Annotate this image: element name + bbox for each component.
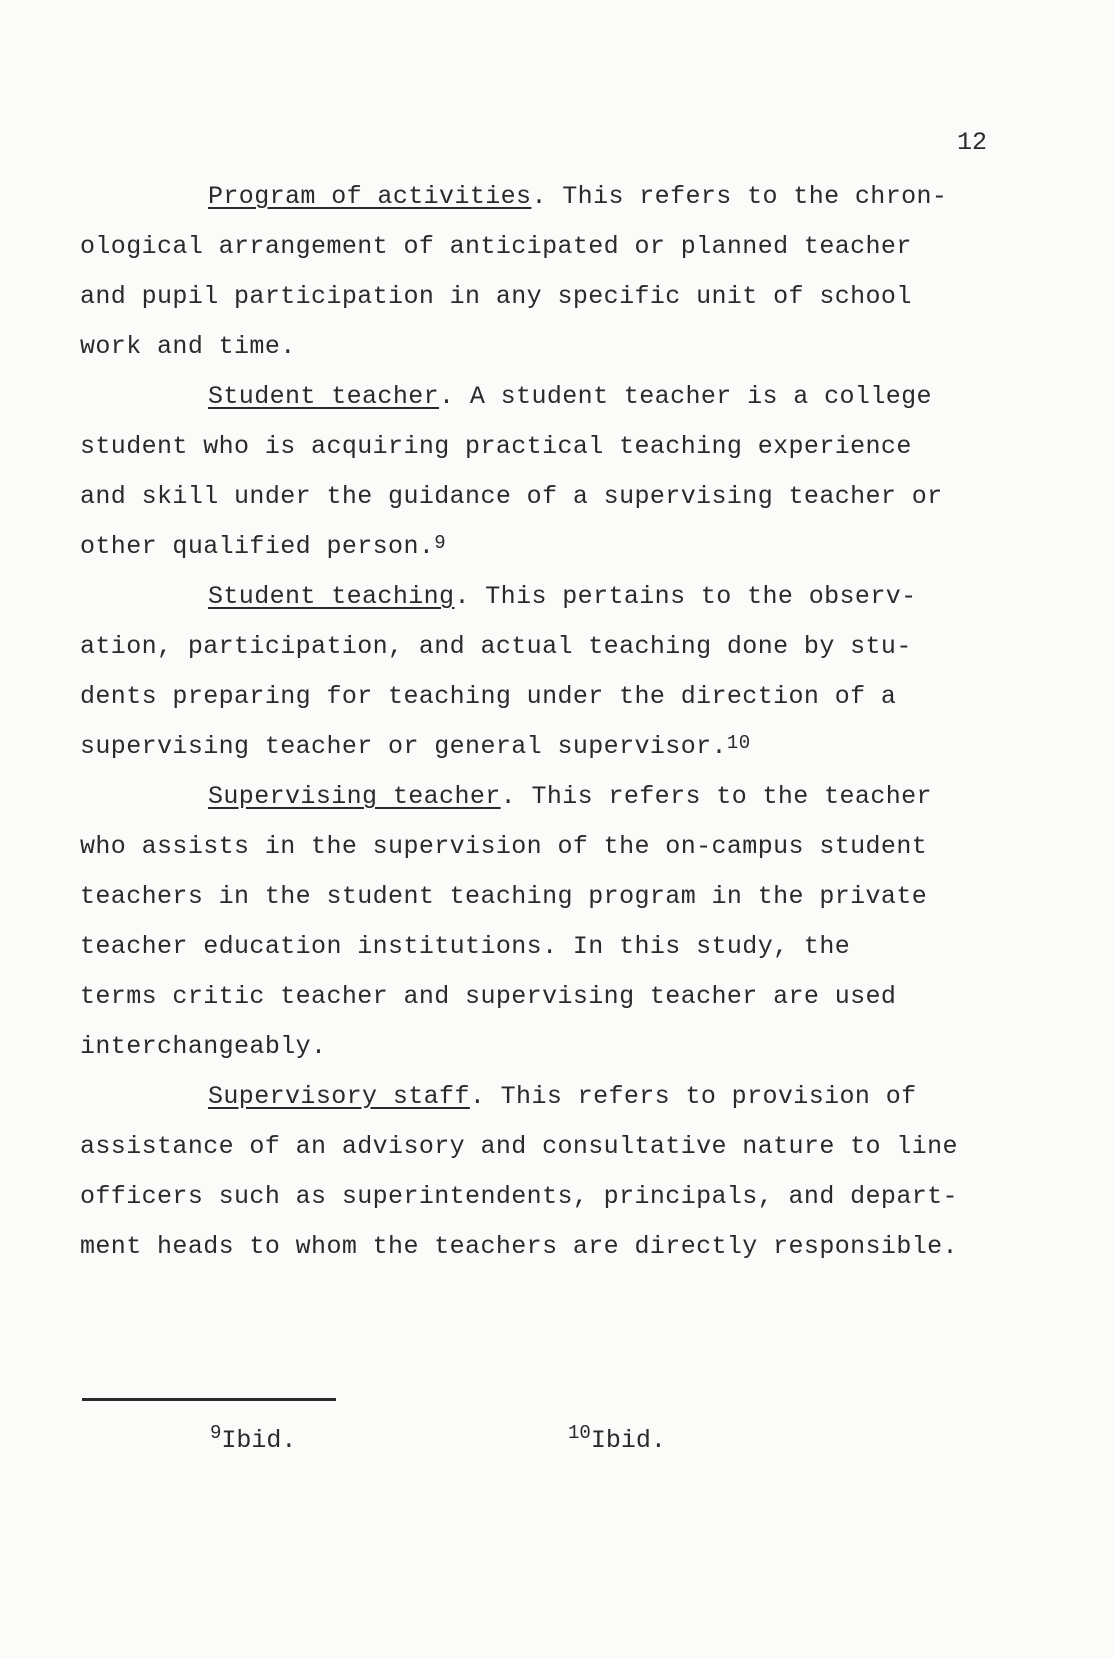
footnote-10 — [568, 1422, 666, 1455]
paragraph-3-line-2: ation, participation, and actual teaching done by stu- — [80, 632, 912, 661]
paragraph-3-line-3: dents preparing for teaching under the direction of a — [80, 682, 897, 711]
paragraph-3-line-4: supervising teacher or general supervisor.$^{10}$ — [80, 732, 751, 761]
paragraph-4-line-3: teachers in the student teaching program in the private — [80, 882, 928, 911]
paragraph-1-line-4: work and time. — [80, 332, 296, 361]
paragraph-2-line-4: other qualified person.$^9$ — [80, 532, 447, 561]
paragraph-1-line-3: and pupil participation in any specific unit of school — [80, 282, 912, 311]
body-text — [80, 172, 1020, 1272]
paragraph-2-line-2: student who is acquiring practical teaching experience — [80, 432, 912, 461]
footnote-9 — [210, 1422, 297, 1455]
footnote-ref-10: 10 — [726, 732, 751, 754]
term-supervising-teacher: Supervising teacher — [208, 782, 501, 811]
term-student-teacher: Student teacher — [208, 382, 440, 411]
footnote-number: 10 — [568, 1422, 591, 1444]
paragraph-1-line-1: Program of activities. This refers to the chron- — [208, 182, 948, 211]
paragraph-4-line-5: terms critic teacher and supervising teacher are used — [80, 982, 897, 1011]
page-number: 12 — [957, 128, 988, 157]
footnote-number: 9 — [210, 1422, 222, 1444]
paragraph-4-line-2: who assists in the supervision of the on-campus student — [80, 832, 928, 861]
paragraph-2-line-3: and skill under the guidance of a supervising teacher or — [80, 482, 943, 511]
paragraph-3-line-1: Student teaching. This pertains to the observ- — [208, 582, 917, 611]
footnote-text: Ibid. — [221, 1426, 297, 1455]
term-program-of-activities: Program of activities — [208, 182, 532, 211]
footnote-ref-9: 9 — [434, 532, 447, 554]
term-student-teaching: Student teaching — [208, 582, 455, 611]
paragraph-5-line-3: officers such as superintendents, principals, and depart- — [80, 1182, 958, 1211]
paragraph-2-line-1: Student teacher. A student teacher is a college — [208, 382, 932, 411]
paragraph-1-line-2: ological arrangement of anticipated or planned teacher — [80, 232, 912, 261]
paragraph-4-line-4: teacher education institutions. In this study, the — [80, 932, 851, 961]
term-supervisory-staff: Supervisory staff — [208, 1082, 470, 1111]
paragraph-5-line-4: ment heads to whom the teachers are directly responsible. — [80, 1232, 958, 1261]
paragraph-4-line-1: Supervising teacher. This refers to the teacher — [208, 782, 932, 811]
paragraph-5-line-1: Supervisory staff. This refers to provision of — [208, 1082, 917, 1111]
paragraph-5-line-2: assistance of an advisory and consultative nature to line — [80, 1132, 958, 1161]
footnote-divider — [82, 1398, 336, 1401]
footnote-text: Ibid. — [590, 1426, 666, 1455]
paragraph-4-line-6: interchangeably. — [80, 1032, 327, 1061]
